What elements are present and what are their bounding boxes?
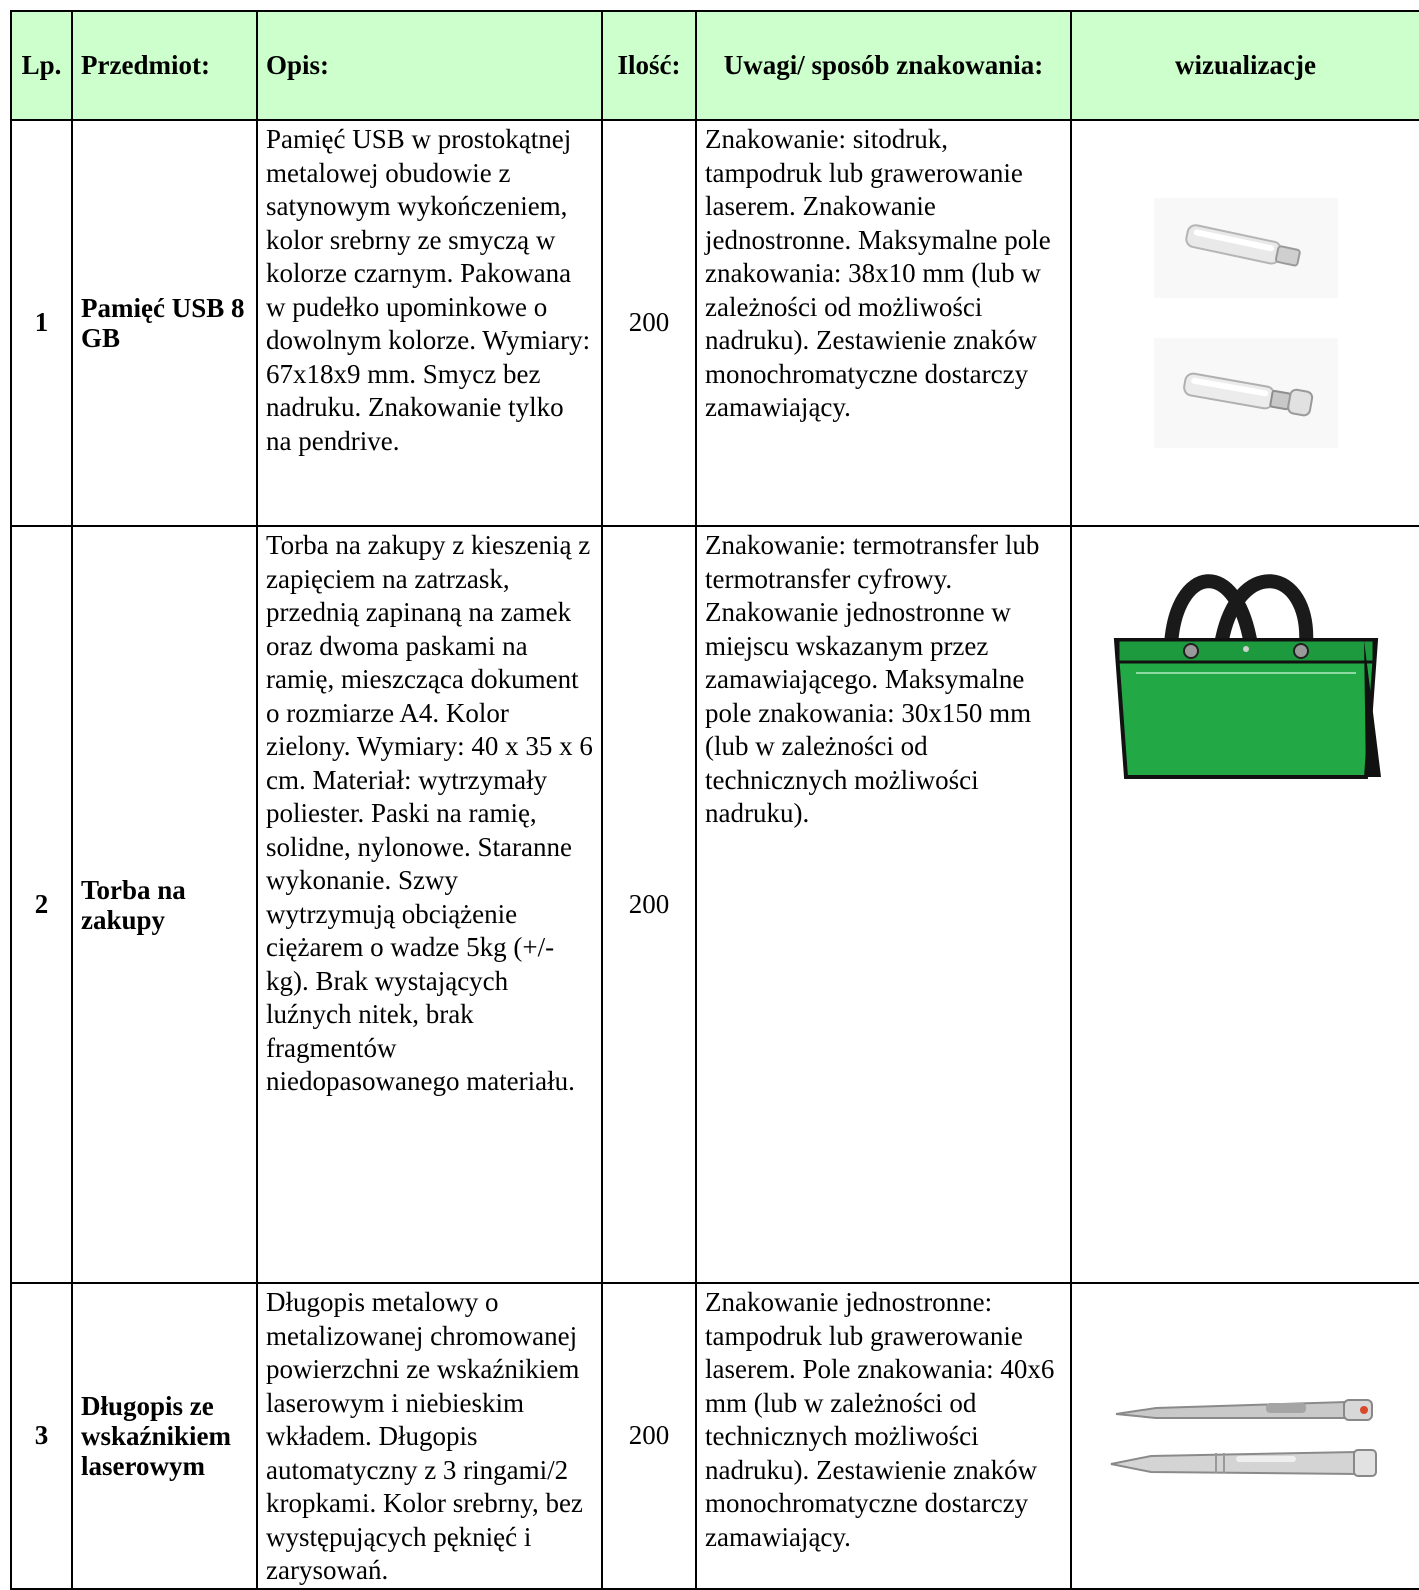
table-row — [11, 1283, 1419, 1589]
marking-notes: Znakowanie jednostronne: tampodruk lub grawerowanie laserem. Pole znakowania: 40x6 mm (lub w zależności od technicznych możliwości nadruku). Zestawienie znaków monochromatyczne dostarczy zamawiający. — [696, 1283, 1071, 1589]
green-shopping-bag-image — [1096, 545, 1396, 795]
item-quantity: 200 — [602, 120, 696, 526]
item-quantity: 200 — [602, 526, 696, 1283]
header-desc: Opis: — [257, 11, 602, 120]
header-notes: Uwagi/ sposób znakowania: — [696, 11, 1071, 120]
header-row — [11, 11, 1419, 120]
table-row — [11, 120, 1419, 526]
visualization-cell — [1071, 120, 1419, 526]
marking-notes: Znakowanie: termotransfer lub termotransfer cyfrowy. Znakowanie jednostronne w miejscu wskazanym przez zamawiającego. Maksymalne pole znakowania: 30x150 mm (lub w zależności od technicznych możliwości nadruku). — [696, 526, 1071, 1283]
row-number: 1 — [11, 120, 72, 526]
table-row — [11, 526, 1419, 1283]
marking-notes: Znakowanie: sitodruk, tampodruk lub grawerowanie laserem. Znakowanie jednostronne. Maksymalne pole znakowania: 38x10 mm (lub w zależności od możliwości nadruku). Zestawienie znaków monochromatyczne dostarczy zamawiający. — [696, 120, 1071, 526]
item-name: Pamięć USB 8 GB — [72, 120, 257, 526]
item-name: Torba na zakupy — [72, 526, 257, 1283]
header-lp: Lp. — [11, 11, 72, 120]
products-table — [10, 10, 1419, 1590]
usb-flash-drive-image — [1146, 188, 1346, 458]
header-qty: Ilość: — [602, 11, 696, 120]
row-number: 3 — [11, 1283, 72, 1589]
header-viz: wizualizacje — [1071, 11, 1419, 120]
visualization-cell — [1071, 526, 1419, 1283]
header-item: Przedmiot: — [72, 11, 257, 120]
silver-laser-pen-image — [1096, 1376, 1396, 1496]
row-number: 2 — [11, 526, 72, 1283]
item-description: Pamięć USB w prostokątnej metalowej obudowie z satynowym wykończeniem, kolor srebrny ze smyczą w kolorze czarnym. Pakowana w pudełko upominkowe o dowolnym kolorze. Wymiary: 67x18x9 mm. Smycz bez nadruku. Znakowanie tylko na pendrive. — [257, 120, 602, 526]
item-description: Torba na zakupy z kieszenią z zapięciem na zatrzask, przednią zapinaną na zamek oraz dwoma paskami na ramię, mieszcząca dokument o rozmiarze A4. Kolor zielony. Wymiary: 40 x 35 x 6 cm. Materiał: wytrzymały poliester. Paski na ramię, solidne, nylonowe. Staranne wykonanie. Szwy wytrzymują obciążenie ciężarem o wadze 5kg (+/- kg). Brak wystających luźnych nitek, brak fragmentów niedopasowanego materiału. — [257, 526, 602, 1283]
item-name: Długopis ze wskaźnikiem laserowym — [72, 1283, 257, 1589]
item-description: Długopis metalowy o metalizowanej chromowanej powierzchni ze wskaźnikiem laserowym i niebieskim wkładem. Długopis automatyczny z 3 ringami/2 kropkami. Kolor srebrny, bez występujących pęknięć i zarysowań. — [257, 1283, 602, 1589]
visualization-cell — [1071, 1283, 1419, 1589]
item-quantity: 200 — [602, 1283, 696, 1589]
